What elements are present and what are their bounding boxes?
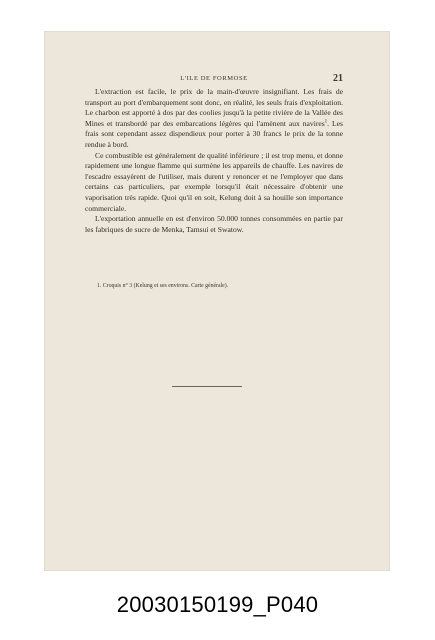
footnote-reference: 1	[324, 119, 328, 125]
paragraph-text: L'extraction est facile, le prix de la main-d'œuvre insignifiant. Les frais de transport au port d'embarquement sont donc, en réalité, les seuls frais d'exploitation. Le charbon est apporté à dos par des coolies jusqu'à la petite rivière de la Vallée des Mines et transbordé par des embarcations légères qui l'amènent aux navires	[85, 87, 343, 128]
paragraph-text: Ce combustible est généralement de qualité inférieure ; il est trop menu, et donne rapidement une longue flamme qui surmène les appareils de chauffe. Les navires de l'escadre essayèrent de l'utiliser, mais durent y renoncer et ne l'employer que dans certains cas particuliers, par exemple lorsqu'il était nécessaire d'obtenir une vaporisation très rapide. Quoi qu'il en soit, Kelung doit à sa houille son importance commerciale.	[85, 150, 343, 213]
page-number: 21	[333, 73, 343, 84]
footnote: 1. Croquis n° 3 (Kelung et ses environs. Carte générale).	[97, 283, 229, 289]
running-title: L'ILE DE FORMOSE	[180, 75, 248, 82]
body-text	[85, 87, 343, 235]
image-caption: 20030150199_P040	[116, 592, 319, 617]
paragraph	[85, 151, 343, 215]
book-page	[44, 31, 390, 571]
paragraph-text-continued: . Les frais sont cependant assez dispendieux pour porter à 30 francs le prix de la tonne rendue à bord.	[85, 118, 343, 149]
paragraph	[85, 87, 343, 151]
page-header	[85, 73, 343, 85]
paragraph	[85, 214, 343, 235]
paragraph-text: L'exportation annuelle en est d'environ 50.000 tonnes consommées en partie par les fabriques de sucre de Menka, Tamsui et Swatow.	[85, 214, 343, 234]
separator-rule	[172, 386, 242, 387]
